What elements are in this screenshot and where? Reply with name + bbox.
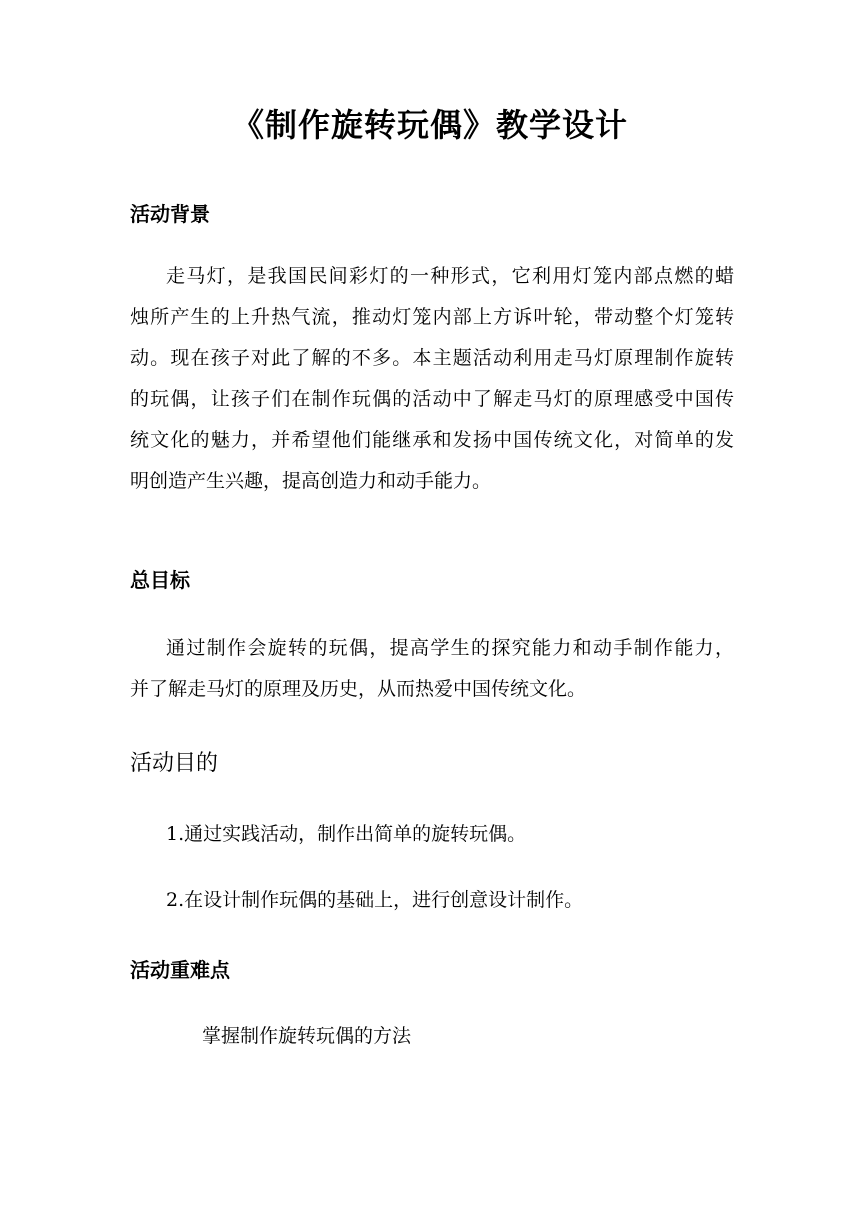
paragraph-line: 烛所产生的上升热气流，推动灯笼内部上方诉叶轮，带动整个灯笼转: [130, 306, 734, 328]
objective-item-2: 2.在设计制作玩偶的基础上，进行创意设计制作。: [166, 889, 584, 911]
paragraph-line: 明创造产生兴趣，提高创造力和动手能力。: [130, 470, 492, 492]
objective-item-1: 1.通过实践活动，制作出简单的旋转玩偶。: [166, 823, 527, 845]
paragraph-line: 通过制作会旋转的玩偶，提高学生的探究能力和动手制作能力，: [166, 637, 734, 659]
goal-paragraph: [130, 628, 734, 710]
keypoints-text: 掌握制作旋转玩偶的方法: [202, 1025, 412, 1047]
section-heading-objectives: 活动目的: [130, 751, 219, 776]
section-heading-background: 活动背景: [130, 202, 210, 226]
paragraph-line: 的玩偶，让孩子们在制作玩偶的活动中了解走马灯的原理感受中国传: [130, 388, 734, 410]
background-paragraph: [130, 256, 734, 502]
paragraph-line: 动。现在孩子对此了解的不多。本主题活动利用走马灯原理制作旋转: [130, 347, 734, 369]
section-heading-keypoints: 活动重难点: [130, 958, 230, 982]
document-title: 《制作旋转玩偶》教学设计: [231, 106, 628, 144]
section-heading-goal: 总目标: [130, 568, 190, 592]
paragraph-line: 走马灯，是我国民间彩灯的一种形式，它利用灯笼内部点燃的蜡: [166, 265, 734, 287]
paragraph-line: 并了解走马灯的原理及历史，从而热爱中国传统文化。: [130, 678, 587, 700]
paragraph-line: 统文化的魅力，并希望他们能继承和发扬中国传统文化，对简单的发: [130, 429, 734, 451]
